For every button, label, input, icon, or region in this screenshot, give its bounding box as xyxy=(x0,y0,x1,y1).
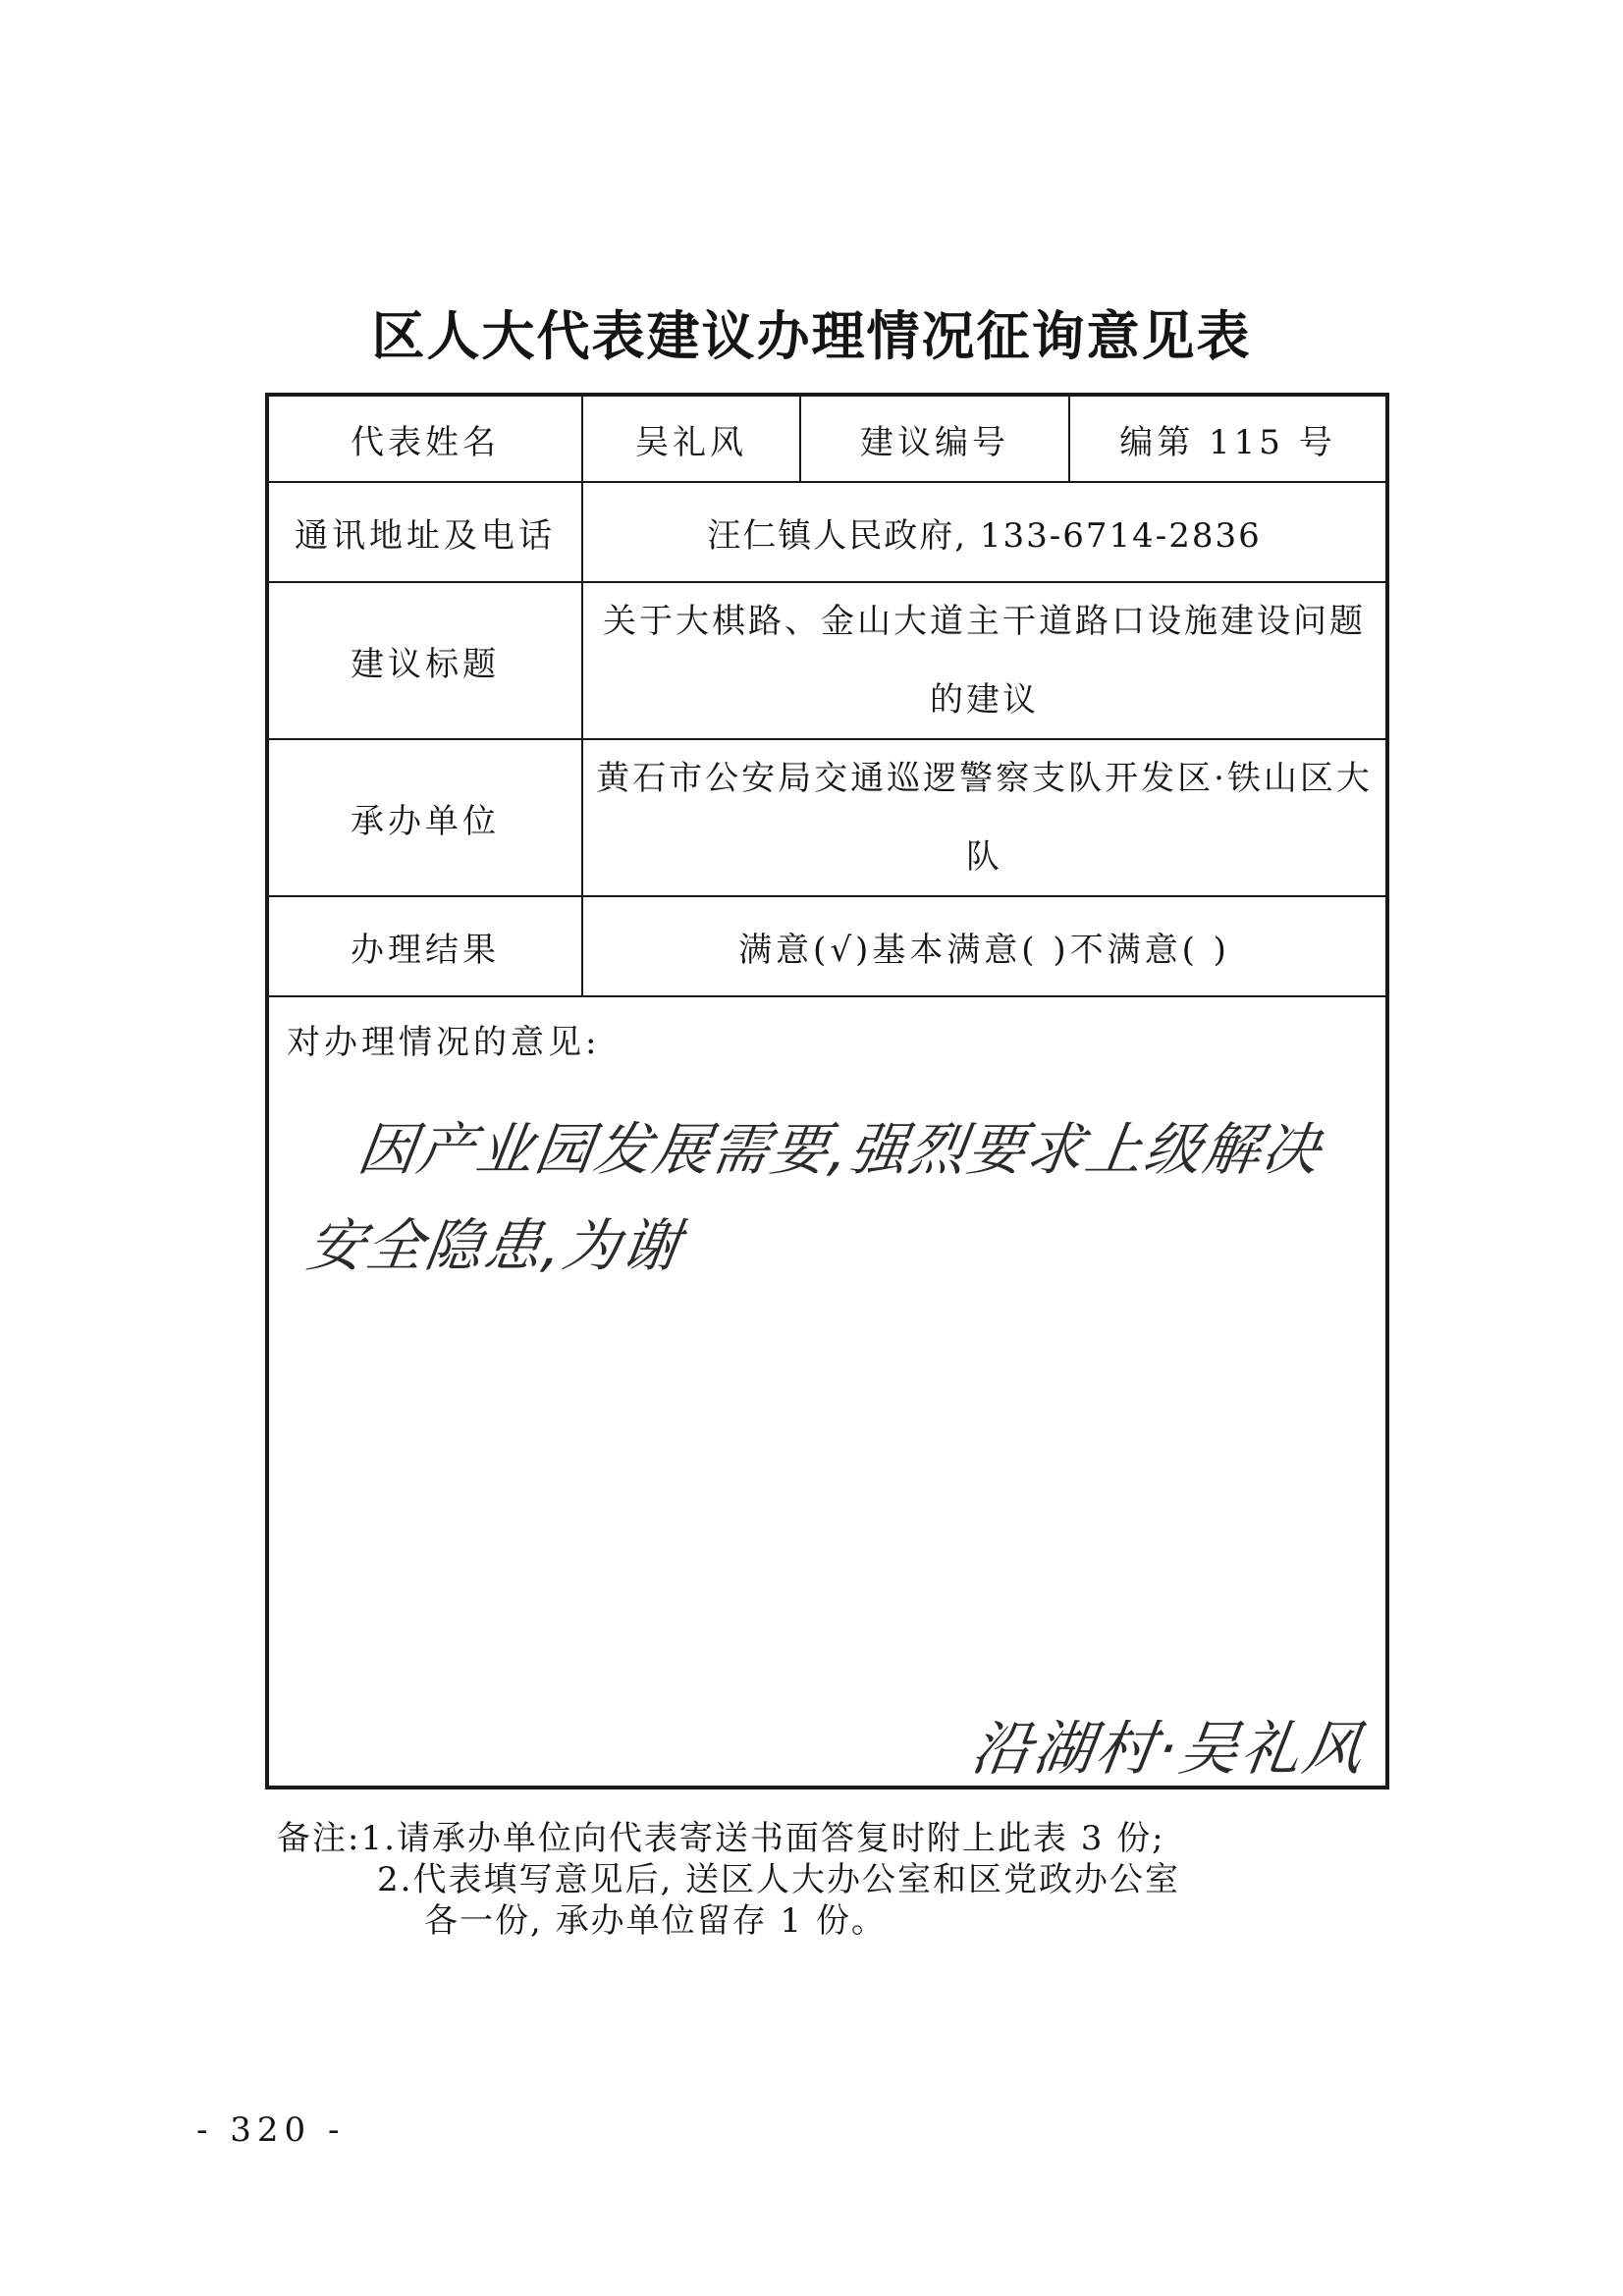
proposal-no-value: 编第 115 号 xyxy=(1119,422,1336,462)
note-line-2: 2.代表填写意见后, 送区人大办公室和区党政办公室 xyxy=(377,1860,1181,1899)
page-number: - 320 - xyxy=(196,2110,346,2150)
contact-value: 汪仁镇人民政府, 133-6714-2836 xyxy=(707,515,1262,556)
form-title: 区人大代表建议办理情况征询意见表 xyxy=(371,304,1252,367)
rep-name-value: 吴礼风 xyxy=(635,422,747,462)
handling-unit-value: 黄石市公安局交通巡逻警察支队开发区·铁山区大队 xyxy=(596,759,1373,877)
proposal-title-label: 建议标题 xyxy=(351,644,500,684)
handling-unit-label: 承办单位 xyxy=(351,801,500,841)
handwritten-comment-line1: 因产业园发展需要,强烈要求上级解决 xyxy=(353,1116,1326,1183)
comments-label: 对办理情况的意见: xyxy=(287,1023,601,1062)
note-line-1: 备注:1.请承办单位向代表寄送书面答复时附上此表 3 份; xyxy=(277,1819,1165,1858)
rep-name-label: 代表姓名 xyxy=(351,422,500,462)
footnotes xyxy=(277,1818,1180,1942)
opinion-form-table xyxy=(265,393,1389,1789)
handwritten-comment-line2: 安全隐患,为谢 xyxy=(302,1212,686,1279)
proposal-title-value: 关于大棋路、金山大道主干道路口设施建设问题的建议 xyxy=(603,602,1366,720)
result-label: 办理结果 xyxy=(351,930,500,970)
note-line-3: 各一份, 承办单位留存 1 份。 xyxy=(424,1901,887,1941)
handwritten-signature: 沿湖村·吴礼风 xyxy=(967,1715,1371,1784)
proposal-no-label: 建议编号 xyxy=(860,422,1009,462)
row-divider xyxy=(269,995,1385,997)
result-value: 满意(√)基本满意( )不满意( ) xyxy=(738,930,1230,970)
contact-label: 通讯地址及电话 xyxy=(295,515,556,556)
